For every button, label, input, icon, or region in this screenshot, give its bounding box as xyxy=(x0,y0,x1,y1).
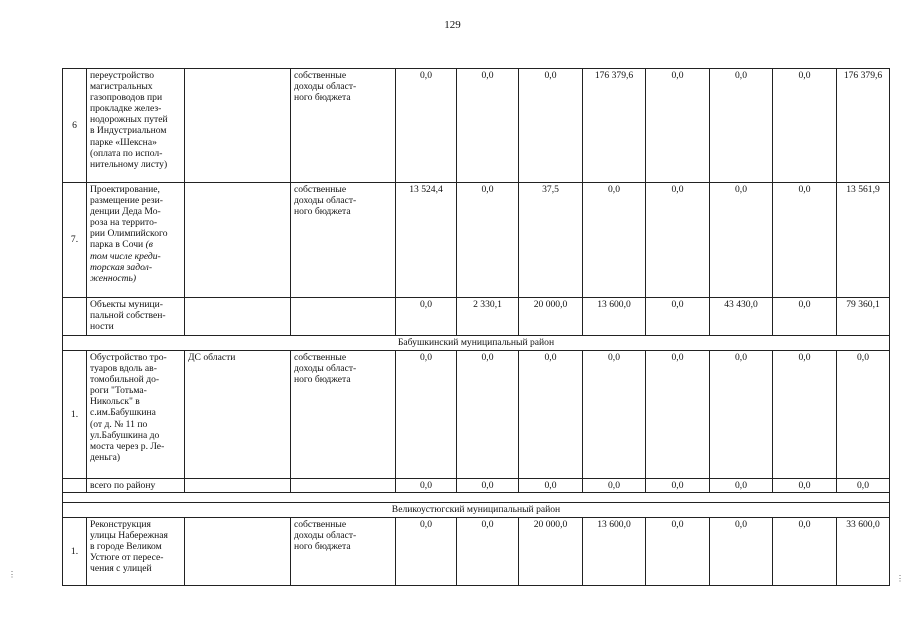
value-cell: 13 600,0 xyxy=(583,298,646,336)
customer xyxy=(185,298,291,336)
customer xyxy=(185,183,291,298)
section-title: Великоустюгский муниципальный район xyxy=(63,503,890,518)
value-cell: 0,0 xyxy=(396,518,457,586)
cell-text: денции Деда Мо- xyxy=(90,206,161,218)
object-name xyxy=(87,69,185,183)
margin-mark: ⋮ xyxy=(896,574,904,583)
cell-text: в Индустриальном xyxy=(90,125,167,137)
value-cell: 0,0 xyxy=(396,351,457,479)
value-cell: 0,0 xyxy=(583,183,646,298)
row-number xyxy=(63,479,87,493)
value-cell: 0,0 xyxy=(396,298,457,336)
cell-text: магистральных xyxy=(90,81,153,93)
cell-text: собственные xyxy=(294,70,347,81)
cell-text: (от д. № 11 по xyxy=(90,418,148,430)
cell-text: парке «Шексна» xyxy=(90,136,157,148)
total-label: всего по району xyxy=(87,479,185,493)
value-cell: 0,0 xyxy=(646,518,710,586)
value-cell: 0,0 xyxy=(396,69,457,183)
cell-text: ного бюджета xyxy=(294,541,351,553)
row-number: 7. xyxy=(63,183,87,298)
value-cell: 2 330,1 xyxy=(457,298,519,336)
value-cell: 13 524,4 xyxy=(396,183,457,298)
cell-text: ного бюджета xyxy=(294,206,351,218)
section-title: Бабушкинский муниципальный район xyxy=(63,336,890,351)
cell-text: пальной собствен- xyxy=(90,310,166,322)
cell-text: чения с улицей xyxy=(90,563,152,575)
table-row xyxy=(63,518,890,586)
value-cell: 0,0 xyxy=(773,183,837,298)
value-cell: 0,0 xyxy=(457,518,519,586)
value-cell: 0,0 xyxy=(583,351,646,479)
value-cell: 13 600,0 xyxy=(583,518,646,586)
cell-text: нодорожных путей xyxy=(90,114,168,126)
total-row xyxy=(63,479,890,493)
spacer-row xyxy=(63,493,890,503)
section-header-row xyxy=(63,336,890,351)
cell-text: Реконструкция xyxy=(90,519,151,531)
object-name xyxy=(87,298,185,336)
row-number: 6 xyxy=(63,69,87,183)
value-cell: 0,0 xyxy=(773,298,837,336)
cell-text: собственные xyxy=(294,184,347,195)
value-cell: 0,0 xyxy=(396,479,457,493)
value-cell: 0,0 xyxy=(710,183,773,298)
value-cell: 43 430,0 xyxy=(710,298,773,336)
value-cell: 0,0 xyxy=(773,479,837,493)
cell-text: Никольск" в xyxy=(90,396,140,408)
value-cell: 0,0 xyxy=(646,351,710,479)
cell-text: собственные xyxy=(294,519,347,531)
table-row xyxy=(63,183,890,298)
customer xyxy=(185,69,291,183)
cell-text: газопроводов при xyxy=(90,92,163,104)
row-number: 1. xyxy=(63,351,87,479)
cell-text: деньга) xyxy=(90,451,121,463)
cell-text: Объекты муници- xyxy=(90,299,163,310)
value-cell: 33 600,0 xyxy=(837,518,890,586)
cell-text: доходы област- xyxy=(294,195,357,207)
cell-text: переустройство xyxy=(90,70,155,81)
value-cell: 0,0 xyxy=(457,69,519,183)
cell-text: моста через р. Ле- xyxy=(90,440,165,452)
value-cell: 0,0 xyxy=(646,183,710,298)
cell-text: в городе Великом xyxy=(90,541,162,553)
funding-source xyxy=(291,518,396,586)
funding-source xyxy=(291,69,396,183)
customer: ДС области xyxy=(185,351,291,479)
object-name xyxy=(87,351,185,479)
cell-text: туаров вдоль ав- xyxy=(90,363,157,375)
cell-text: доходы област- xyxy=(294,363,357,375)
value-cell: 20 000,0 xyxy=(519,518,583,586)
section-header-row xyxy=(63,503,890,518)
cell-text: Устюге от пересе- xyxy=(90,552,164,564)
cell-text: доходы област- xyxy=(294,530,357,542)
cell-text: ного бюджета xyxy=(294,374,351,386)
table-row xyxy=(63,69,890,183)
value-cell: 176 379,6 xyxy=(837,69,890,183)
value-cell: 79 360,1 xyxy=(837,298,890,336)
cell-text: Проектирование, xyxy=(90,184,160,195)
value-cell: 0,0 xyxy=(773,69,837,183)
cell-text: улицы Набережная xyxy=(90,530,168,542)
cell-text: прокладке желез- xyxy=(90,103,162,115)
value-cell: 0,0 xyxy=(646,298,710,336)
cell-text: Обустройство тро- xyxy=(90,352,167,363)
cell-text: (в xyxy=(143,239,153,251)
cell-text: ул.Бабушкина до xyxy=(90,429,160,441)
table-row xyxy=(63,298,890,336)
value-cell: 20 000,0 xyxy=(519,298,583,336)
value-cell: 176 379,6 xyxy=(583,69,646,183)
value-cell: 37,5 xyxy=(519,183,583,298)
cell-text: размещение рези- xyxy=(90,195,163,207)
cell-text: роза на террито- xyxy=(90,217,158,229)
customer xyxy=(185,518,291,586)
table-row xyxy=(63,351,890,479)
value-cell: 0,0 xyxy=(773,351,837,479)
cell-text: женность) xyxy=(90,272,137,284)
funding-source xyxy=(291,479,396,493)
value-cell: 0,0 xyxy=(837,351,890,479)
funding-source xyxy=(291,351,396,479)
cell-text: с.им.Бабушкина xyxy=(90,407,156,419)
page-number: 129 xyxy=(444,19,461,31)
value-cell: 0,0 xyxy=(773,518,837,586)
spacer-cell xyxy=(63,493,890,503)
value-cell: 0,0 xyxy=(519,351,583,479)
budget-table xyxy=(62,68,890,586)
value-cell: 0,0 xyxy=(583,479,646,493)
cell-text: (оплата по испол- xyxy=(90,147,163,159)
object-name xyxy=(87,183,185,298)
cell-text: нительному листу) xyxy=(90,158,168,170)
row-number xyxy=(63,298,87,336)
object-name xyxy=(87,518,185,586)
funding-source xyxy=(291,298,396,336)
value-cell: 13 561,9 xyxy=(837,183,890,298)
value-cell: 0,0 xyxy=(710,518,773,586)
value-cell: 0,0 xyxy=(837,479,890,493)
customer xyxy=(185,479,291,493)
value-cell: 0,0 xyxy=(519,479,583,493)
cell-text: роги "Тотьма- xyxy=(90,385,147,397)
cell-text: том числе креди- xyxy=(90,250,161,262)
cell-text: томобильной до- xyxy=(90,374,160,386)
margin-mark: ⋮ xyxy=(8,570,16,579)
cell-text: собственные xyxy=(294,352,347,363)
value-cell: 0,0 xyxy=(519,69,583,183)
value-cell: 0,0 xyxy=(457,351,519,479)
cell-text: торская задол- xyxy=(90,261,153,273)
value-cell: 0,0 xyxy=(457,183,519,298)
cell-text: рии Олимпийского xyxy=(90,228,168,240)
cell-text: ного бюджета xyxy=(294,92,351,104)
value-cell: 0,0 xyxy=(646,479,710,493)
cell-text: парка в Сочи xyxy=(90,239,144,251)
value-cell: 0,0 xyxy=(710,351,773,479)
cell-text: ности xyxy=(90,321,114,333)
value-cell: 0,0 xyxy=(457,479,519,493)
row-number: 1. xyxy=(63,518,87,586)
cell-text: доходы област- xyxy=(294,81,357,93)
value-cell: 0,0 xyxy=(710,69,773,183)
funding-source xyxy=(291,183,396,298)
value-cell: 0,0 xyxy=(710,479,773,493)
value-cell: 0,0 xyxy=(646,69,710,183)
